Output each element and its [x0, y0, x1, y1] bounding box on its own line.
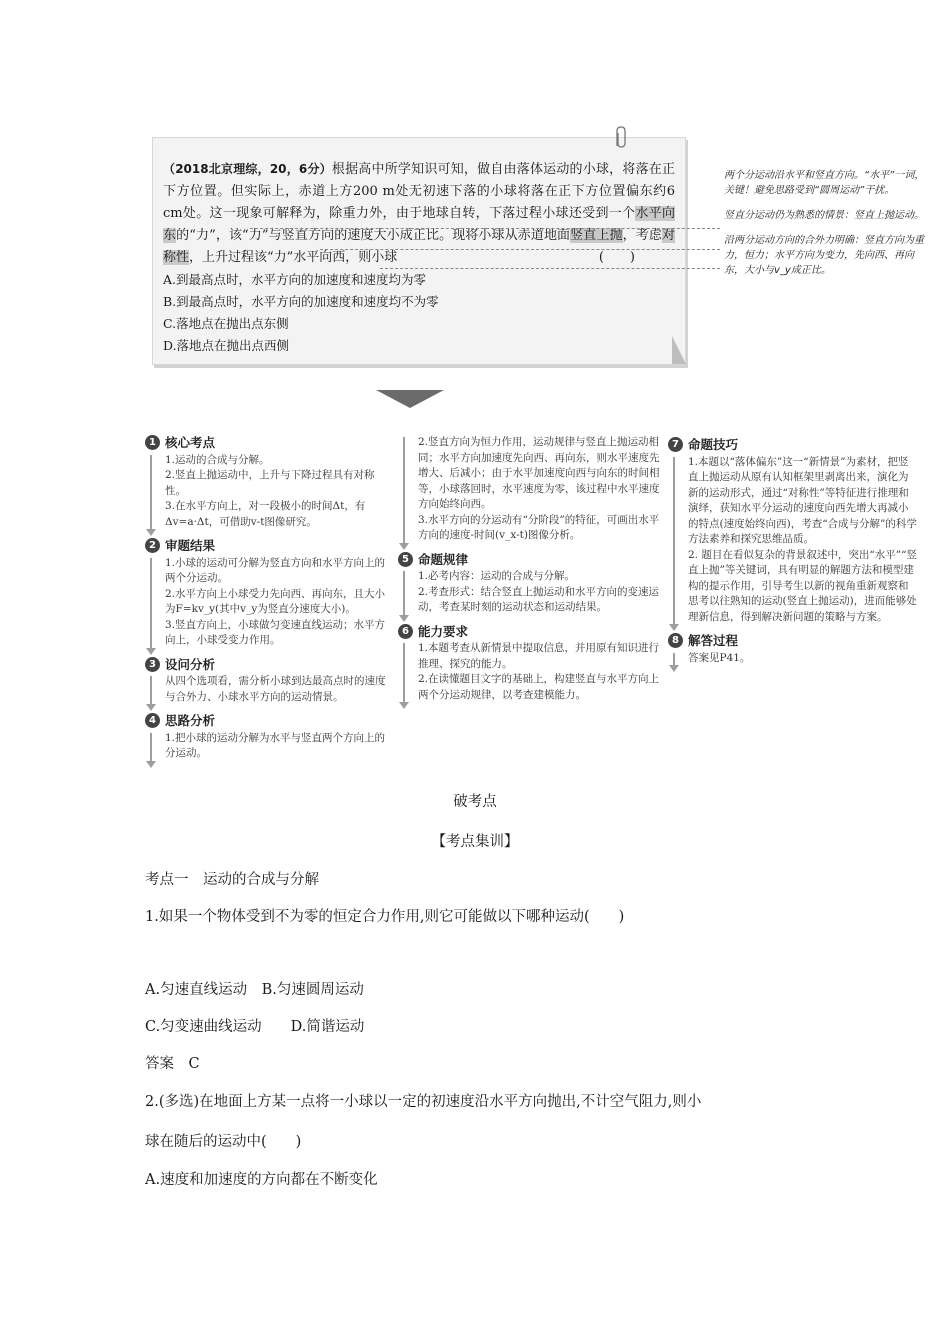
analysis-column-1 — [145, 435, 390, 770]
section-text: 从四个选项看，需分析小球到达最高点时的速度与合外力、小球水平方向的运动情景。 — [165, 675, 386, 703]
keyword-vertical-throw: 竖直上抛 — [570, 228, 623, 243]
stem-part-1: 根据高中所学知识可知，做自由落体运动的小球，将落在正下方位置。但实际上，赤道上方200 m处无初速下落的小球将落在正下方位置偏东约6 cm处。这一现象可解释为，除重力外，由于地球自转，下落过程小球还受到一个 — [163, 162, 675, 221]
section-text: 2.竖直方向为恒力作用，运动规律与竖直上抛运动相同；水平方向加速度先向西、再向东，则水平速度先增大、后减小；由于水平加速度向西与向东的时间相等，小球落回时，水平速度为零，该过程中水平速度方向始终向西。 — [418, 436, 660, 510]
note-3: 沿两分运动方向的合外力明确：竖直方向为重力，恒力；水平方向为变力，先向西、再向东，大小与v_y成正比。 — [724, 235, 924, 276]
connector-line-1 — [250, 228, 720, 229]
keyword-horizontal-east: 水平向东 — [163, 206, 675, 243]
question-1: 1.如果一个物体受到不为零的恒定合力作用,则它可能做以下哪种运动( ) — [145, 909, 625, 925]
section-text: 3.在水平方向上，对一段极小的时间Δt，有Δv=a·Δt，可借助v-t图像研究。 — [165, 500, 366, 528]
section-number-badge: 6 — [398, 624, 413, 639]
section-solution — [668, 633, 918, 666]
question-1-options-cd: C.匀变速曲线运动 D.简谐运动 — [145, 1019, 365, 1035]
section-text: 1.小球的运动可分解为竖直方向和水平方向上的两个分运动。 — [165, 556, 386, 584]
question-source: （2018北京理综，20，6分） — [163, 162, 332, 176]
section-text: 1.运动的合成与分解。 — [165, 453, 270, 466]
section-text: 答案见P41。 — [688, 651, 751, 664]
stem-part-4: ，上升过程该“力”水平向西，则小球 — [189, 250, 398, 265]
paperclip-icon — [612, 126, 628, 150]
note-1: 两个分运动沿水平和竖直方向。“水平”一词，关键！避免思路受到“圆周运动”干扰。 — [724, 170, 925, 196]
question-text — [163, 158, 675, 357]
question-1-options-ab: A.匀速直线运动 B.匀速圆周运动 — [145, 982, 364, 998]
section-approach — [145, 713, 390, 762]
section-techniques — [668, 437, 918, 625]
section-text: 2.在读懂题目文字的基础上，构建竖直与水平方向上两个分运动规律，以考查建模能力。 — [418, 673, 660, 701]
question-1-answer: 答案 C — [145, 1056, 200, 1072]
stem-part-3: ，考虑 — [622, 228, 662, 243]
section-text: 2.竖直上抛运动中，上升与下降过程具有对称性。 — [165, 469, 375, 497]
stem-part-2: 的“力”，该“力”与竖直方向的速度大小成正比。现将小球从赤道地面 — [176, 228, 571, 243]
section-number-badge: 1 — [145, 435, 160, 450]
analysis-column-3 — [668, 437, 918, 674]
answer-blank: ( ) — [598, 250, 635, 265]
section-title: 命题规律 — [418, 551, 469, 567]
section-ability — [398, 624, 660, 704]
section-subheading: 【考点集训】 — [431, 834, 519, 850]
section-question-analysis — [145, 657, 390, 706]
page-fold-icon — [672, 336, 686, 364]
section-text: 1.把小球的运动分解为水平与竖直两个方向上的分运动。 — [165, 731, 386, 759]
section-text: 2.考查形式：结合竖直上抛运动和水平方向的变速运动，考查某时刻的运动状态和运动结果。 — [418, 585, 660, 613]
section-text: 2. 题目在看似复杂的背景叙述中，突出“水平”“竖直上抛”等关键词，具有明显的解题方法和模型建构的提示作用，引导考生以新的视角重新观察和思考以往熟知的运动(竖直上抛运动)，进而能够处理新信息，得到解决新问题的策略与方案。 — [688, 548, 917, 623]
section-title: 命题技巧 — [688, 437, 739, 452]
option-a: A.到最高点时，水平方向的加速度和速度均为零 — [163, 272, 427, 287]
section-number-badge: 4 — [145, 713, 160, 728]
section-number-badge: 3 — [145, 657, 160, 672]
page-heading: 破考点 — [453, 794, 497, 810]
section-number-badge: 5 — [398, 552, 413, 567]
section-number-badge: 7 — [668, 437, 683, 452]
section-approach-continued — [398, 435, 660, 544]
option-c: C.落地点在抛出点东侧 — [163, 316, 289, 331]
analysis-column-2 — [398, 435, 660, 711]
connector-line-3 — [380, 268, 720, 269]
section-patterns — [398, 552, 660, 616]
question-2-option-a: A.速度和加速度的方向都在不断变化 — [145, 1172, 378, 1188]
question-card — [152, 137, 686, 365]
section-text: 1.本题以“落体偏东”这一“新情景”为素材，把竖直上抛运动从原有认知框架里剥离出来，演化为新的运动形式，通过“对称性”等特征进行推理和演绎，获知水平分运动的速度向西先增大再减小的特点(速度始终向西)，考查“合成与分解”的科学方法素养和探究思维品质。 — [688, 455, 917, 545]
connector-line-2 — [320, 249, 720, 250]
section-title: 能力要求 — [418, 623, 469, 639]
section-text: 3.竖直方向上，小球做匀变速直线运动；水平方向上，小球受变力作用。 — [165, 618, 386, 646]
down-arrow-icon — [376, 390, 444, 408]
section-title: 解答过程 — [688, 633, 739, 648]
section-title: 思路分析 — [165, 713, 216, 728]
question-2-line-2: 球在随后的运动中( ) — [145, 1134, 302, 1150]
section-title: 设问分析 — [165, 656, 216, 672]
section-core-points — [145, 435, 390, 530]
section-number-badge: 8 — [668, 633, 683, 648]
section-text: 1.本题考查从新情景中提取信息，并用原有知识进行推理、探究的能力。 — [418, 642, 660, 670]
section-title: 审题结果 — [165, 538, 216, 553]
section-text: 3.水平方向的分运动有“分阶段”的特征，可画出水平方向的速度-时间(v_x-t)图像分析。 — [418, 513, 660, 541]
knowledge-point-title: 考点一 运动的合成与分解 — [145, 872, 319, 888]
section-number-badge: 2 — [145, 538, 160, 553]
section-title: 核心考点 — [165, 435, 216, 450]
option-d: D.落地点在抛出点西侧 — [163, 338, 290, 353]
section-text: 2.水平方向上小球受力先向西、再向东，且大小为F=kv_y(其中v_y为竖直分速度大小)。 — [165, 587, 386, 615]
keyword-symmetry: 对称性 — [163, 228, 675, 265]
question-2-line-1: 2.(多选)在地面上方某一点将一小球以一定的初速度沿水平方向抛出,不计空气阻力,则小 — [145, 1094, 702, 1110]
annotation-notes — [720, 168, 932, 288]
section-review-results — [145, 538, 390, 649]
option-b: B.到最高点时，水平方向的加速度和速度均不为零 — [163, 294, 439, 309]
note-2: 竖直分运动仍为熟悉的情景：竖直上抛运动。 — [724, 210, 924, 221]
section-text: 1.必考内容：运动的合成与分解。 — [418, 570, 576, 582]
